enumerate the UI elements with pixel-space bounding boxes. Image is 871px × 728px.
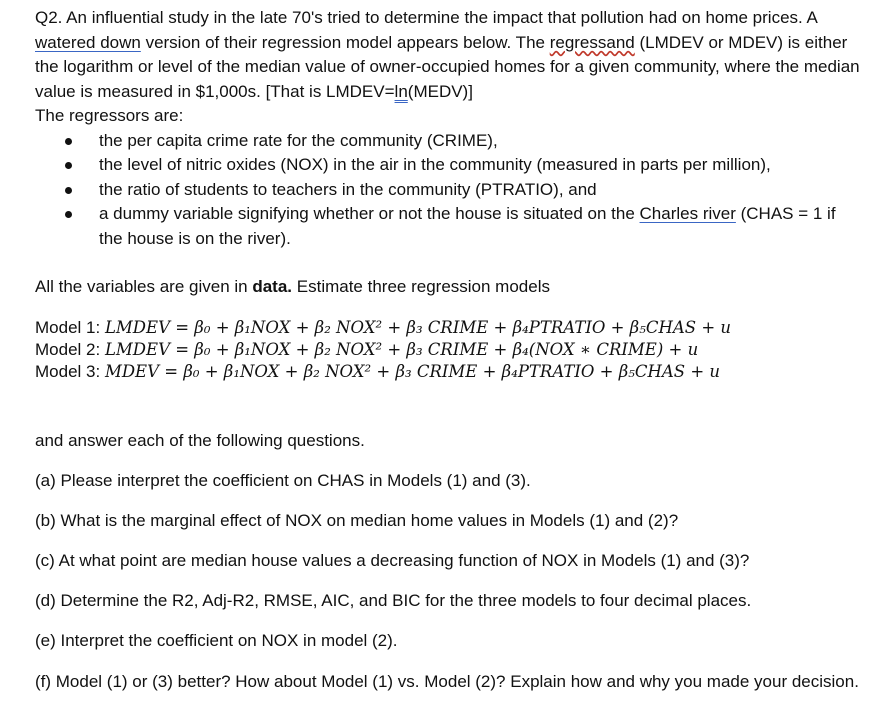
regressand-word: regressand (549, 32, 635, 52)
intro-text-3: (LMDEV or MDEV) is either the logarithm or level of the median value of owner-occupied homes for a given community, where the median value is measured in $1,000s. [That is LMDEV= (35, 32, 860, 101)
question-f: (f) Model (1) or (3) better? How about Model (1) vs. Model (2)? Explain how and why you made your decision. (35, 672, 859, 691)
document-body (35, 6, 861, 710)
question-e: (e) Interpret the coefficient on NOX in model (2). (35, 631, 398, 650)
bullet-icon (65, 211, 72, 218)
data-text-after: Estimate three regression models (292, 277, 550, 296)
list-item (35, 129, 861, 154)
intro-paragraph (35, 6, 861, 104)
model-equations (35, 317, 861, 383)
list-item (35, 153, 861, 178)
list-item-text-end: (CHAS = 1 if the house is on the river). (99, 204, 836, 248)
model-formula: LMDEV = β₀ + β₁NOX + β₂ NOX² + β₃ CRIME + β₄(NOX ∗ CRIME) + u (104, 340, 699, 359)
model-2-equation (35, 339, 861, 361)
model-label: Model 3: (35, 362, 105, 381)
question-a: (a) Please interpret the coefficient on CHAS in Models (1) and (3). (35, 471, 531, 490)
question-b: (b) What is the marginal effect of NOX on median home values in Models (1) and (2)? (35, 511, 679, 530)
list-item-text: the level of nitric oxides (NOX) in the air in the community (measured in parts per million), (99, 155, 771, 174)
bullet-icon (65, 138, 72, 145)
regressor-list (35, 129, 861, 252)
data-bold-word: data. (252, 277, 293, 296)
model-3-equation (35, 361, 861, 383)
list-item (35, 178, 861, 203)
bullet-icon (65, 162, 72, 169)
questions-intro: and answer each of the following questions. (35, 431, 365, 450)
regressors-label: The regressors are: (35, 106, 184, 125)
charles-river-link[interactable]: Charles river (639, 204, 736, 223)
model-1-equation (35, 317, 861, 339)
list-item (35, 202, 861, 251)
question-d: (d) Determine the R2, Adj-R2, RMSE, AIC, and BIC for the three models to four decimal places. (35, 591, 752, 610)
question-c: (c) At what point are median house values a decreasing function of NOX in Models (1) and (3)? (35, 551, 750, 570)
data-text-before: All the variables are given in (35, 277, 253, 296)
bullet-icon (65, 187, 72, 194)
intro-text-1: Q2. An influential study in the late 70's tried to determine the impact that pollution had on home prices. A (35, 8, 817, 27)
ln-word: ln (394, 81, 408, 101)
intro-text-2: version of their regression model appears below. The (140, 32, 550, 52)
model-label: Model 2: (35, 340, 105, 359)
list-item-text: a dummy variable signifying whether or not the house is situated on the (99, 204, 640, 223)
list-item-text: the per capita crime rate for the community (CRIME), (99, 130, 498, 150)
model-label: Model 1: (35, 318, 105, 337)
intro-text-4: (MEDV)] (407, 81, 473, 101)
model-formula: LMDEV = β₀ + β₁NOX + β₂ NOX² + β₃ CRIME + β₄PTRATIO + β₅CHAS + u (104, 318, 732, 337)
watered-down-link[interactable]: watered down (35, 32, 141, 52)
list-item-text: the ratio of students to teachers in the community (PTRATIO), and (99, 179, 597, 199)
model-formula: MDEV = β₀ + β₁NOX + β₂ NOX² + β₃ CRIME + β₄PTRATIO + β₅CHAS + u (104, 362, 721, 381)
data-instruction (35, 275, 861, 299)
